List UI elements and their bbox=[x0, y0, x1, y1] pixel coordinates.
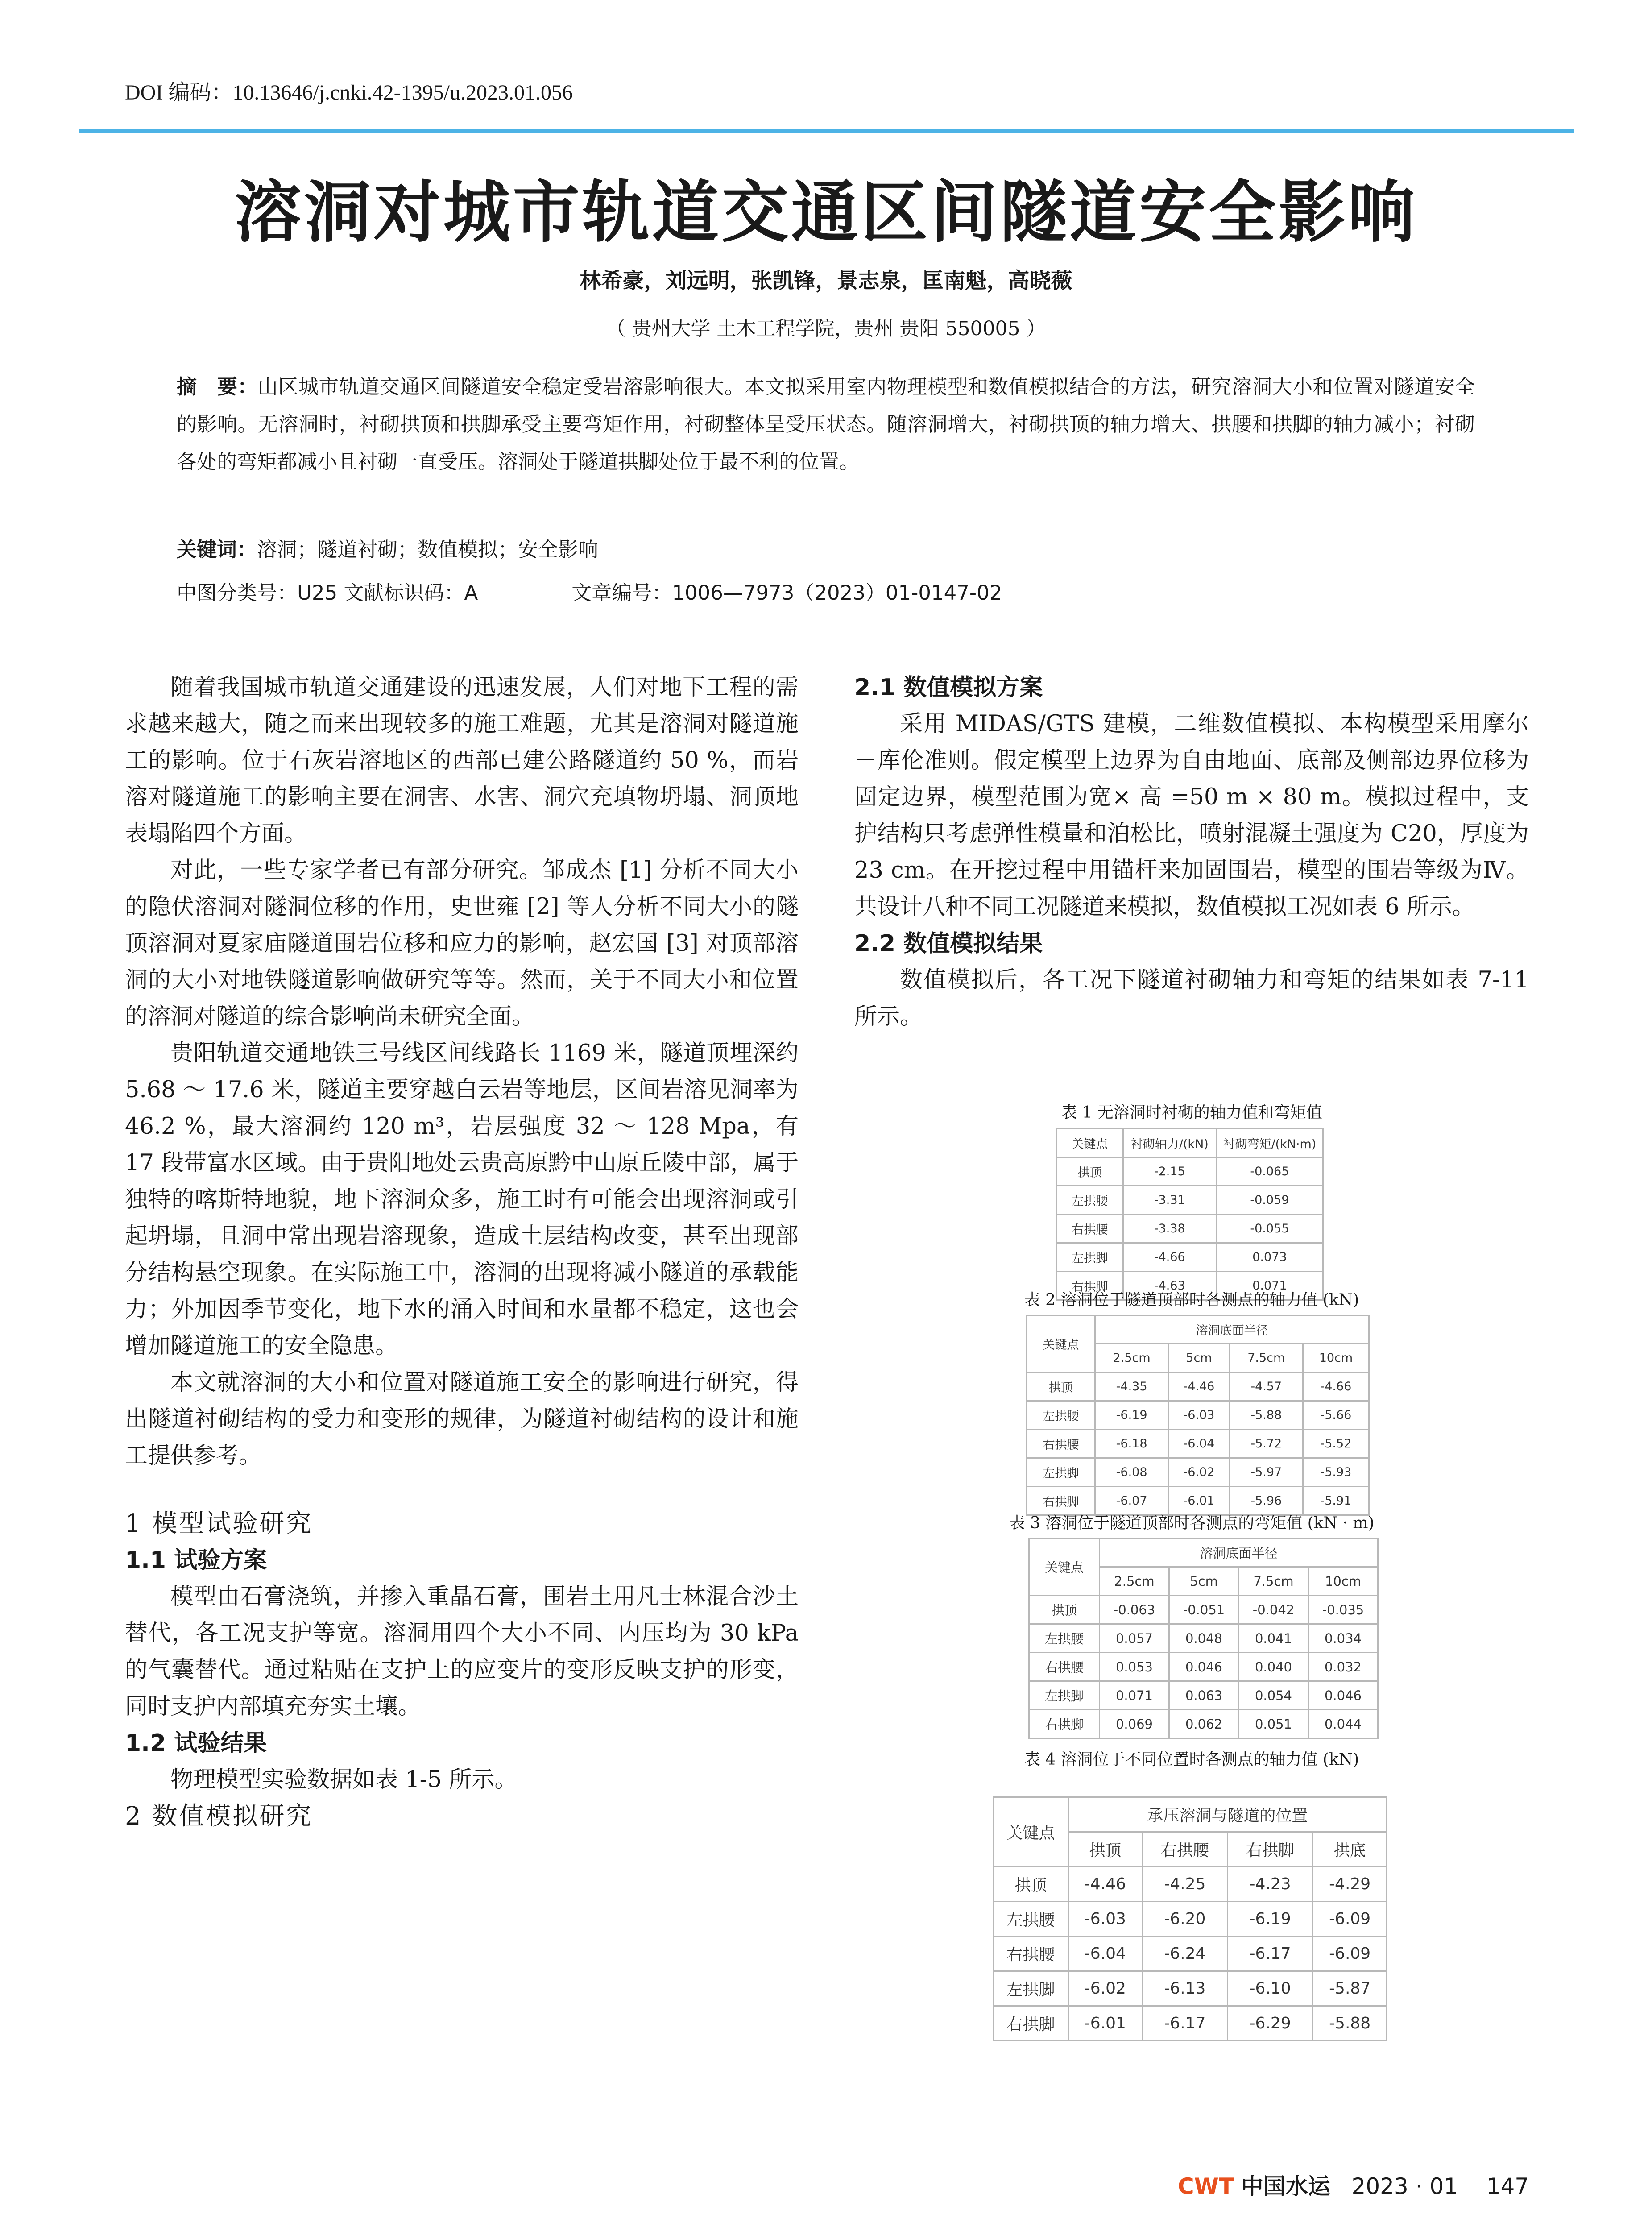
table-row bbox=[1057, 1243, 1323, 1272]
table-cell: -0.065 bbox=[1216, 1157, 1323, 1186]
header-rule bbox=[79, 129, 1574, 133]
row-label-cell: 右拱脚 bbox=[994, 2006, 1068, 2041]
table-cell: 0.041 bbox=[1239, 1624, 1308, 1653]
clc-code: 中图分类号：U25 文献标识码：A bbox=[177, 581, 478, 605]
table-2-key-header: 关键点 bbox=[1027, 1315, 1095, 1373]
journal-name: 中国水运 bbox=[1241, 2173, 1330, 2199]
subsection-heading-2-1: 2.1 数值模拟方案 bbox=[854, 674, 1043, 701]
table-cell: 0.051 bbox=[1239, 1710, 1308, 1738]
table-4-col-header: 拱顶 bbox=[1068, 1832, 1143, 1867]
table-row bbox=[1027, 1401, 1369, 1430]
table-row bbox=[1057, 1215, 1323, 1243]
table-cell: -5.87 bbox=[1313, 1971, 1387, 2006]
intro-paragraph-4: 本文就溶洞的大小和位置对隧道施工安全的影响进行研究，得出隧道衬砌结构的受力和变形的规律，为隧道衬砌结构的设计和施工提供参考。 bbox=[125, 1369, 799, 1469]
table-cell: -6.17 bbox=[1227, 1937, 1312, 1971]
keywords bbox=[177, 533, 598, 562]
cwt-logo: CWT bbox=[1178, 2173, 1234, 2199]
table-row bbox=[1029, 1624, 1378, 1653]
table-cell: -4.46 bbox=[1168, 1373, 1230, 1401]
table-row bbox=[1029, 1681, 1378, 1710]
simulation-result-paragraph: 数值模拟后，各工况下隧道衬砌轴力和弯矩的结果如表 7-11 所示。 bbox=[854, 967, 1529, 1030]
table-cell: -4.23 bbox=[1227, 1867, 1312, 1902]
row-label-cell: 左拱脚 bbox=[1027, 1458, 1095, 1487]
table-cell: -4.46 bbox=[1068, 1867, 1143, 1902]
table-cell: 0.032 bbox=[1308, 1653, 1378, 1681]
table-2 bbox=[1026, 1315, 1370, 1516]
doi-line: DOI 编码：10.13646/j.cnki.42-1395/u.2023.01.056 bbox=[125, 81, 573, 104]
table-cell: -6.09 bbox=[1313, 1937, 1387, 1971]
table-row bbox=[1029, 1596, 1378, 1624]
table-cell: 0.040 bbox=[1239, 1653, 1308, 1681]
table-2-col-header: 10cm bbox=[1303, 1344, 1369, 1373]
row-label-cell: 左拱脚 bbox=[994, 1971, 1068, 2006]
table-cell: -0.055 bbox=[1216, 1215, 1323, 1243]
table-cell: -5.96 bbox=[1230, 1487, 1303, 1515]
table-3-group-header: 溶洞底面半径 bbox=[1100, 1538, 1378, 1567]
table-4-caption: 表 4 溶洞位于不同位置时各测点的轴力值 (kN) bbox=[1024, 1750, 1359, 1769]
issue-number: 2023 · 01 bbox=[1351, 2173, 1458, 2199]
table-cell: 0.048 bbox=[1169, 1624, 1239, 1653]
table-row bbox=[1057, 1157, 1323, 1186]
table-cell: 0.044 bbox=[1308, 1710, 1378, 1738]
table-3 bbox=[1028, 1538, 1379, 1739]
table-row bbox=[1027, 1430, 1369, 1458]
intro-paragraph-1: 随着我国城市轨道交通建设的迅速发展，人们对地下工程的需求越来越大，随之而来出现较多的施工难题，尤其是溶洞对隧道施工的影响。位于石灰岩溶地区的西部已建公路隧道约 50 %，而岩溶对隧道施工的影响主要在洞害、水害、洞穴充填物坍塌、洞顶地表塌陷四个方面。 bbox=[125, 674, 799, 847]
table-cell: 0.034 bbox=[1308, 1624, 1378, 1653]
row-label-cell: 右拱腰 bbox=[1027, 1430, 1095, 1458]
table-cell: -6.24 bbox=[1142, 1937, 1227, 1971]
subsection-heading-2-2: 2.2 数值模拟结果 bbox=[854, 930, 1043, 957]
classification-line bbox=[177, 576, 1002, 605]
table-cell: -6.02 bbox=[1068, 1971, 1143, 2006]
table-cell: -5.88 bbox=[1230, 1401, 1303, 1430]
table-1-caption: 表 1 无溶洞时衬砌的轴力值和弯矩值 bbox=[1061, 1103, 1322, 1122]
row-label-cell: 左拱腰 bbox=[1057, 1186, 1123, 1215]
table-cell: -3.38 bbox=[1123, 1215, 1216, 1243]
table-cell: -4.66 bbox=[1123, 1243, 1216, 1272]
table-row bbox=[994, 1971, 1387, 2006]
table-row bbox=[1057, 1186, 1323, 1215]
table-cell: -6.19 bbox=[1095, 1401, 1168, 1430]
table-cell: -4.66 bbox=[1303, 1373, 1369, 1401]
table-row bbox=[994, 1902, 1387, 1937]
row-label-cell: 左拱腰 bbox=[1029, 1624, 1100, 1653]
abstract-text: 山区城市轨道交通区间隧道安全稳定受岩溶影响很大。本文拟采用室内物理模型和数值模拟结合的方法，研究溶洞大小和位置对隧道安全的影响。无溶洞时，衬砌拱顶和拱脚承受主要弯矩作用，衬砌整体呈受压状态。随溶洞增大，衬砌拱顶的轴力增大、拱腰和拱脚的轴力减小；衬砌各处的弯矩都减小且衬砌一直受压。溶洞处于隧道拱脚处位于最不利的位置。 bbox=[177, 375, 1475, 473]
author-list: 林希豪，刘远明，张凯锋，景志泉，匡南魁，高晓薇 bbox=[580, 268, 1072, 293]
table-cell: -6.10 bbox=[1227, 1971, 1312, 2006]
table-cell: 0.046 bbox=[1308, 1681, 1378, 1710]
table-row bbox=[1029, 1710, 1378, 1738]
abstract bbox=[177, 368, 1475, 481]
section-heading-1: 1 模型试验研究 bbox=[125, 1509, 313, 1538]
table-1-header: 衬砌轴力/(kN) bbox=[1123, 1129, 1216, 1157]
table-row bbox=[994, 2006, 1387, 2041]
table-cell: -5.66 bbox=[1303, 1401, 1369, 1430]
row-label-cell: 拱顶 bbox=[994, 1867, 1068, 1902]
table-cell: -2.15 bbox=[1123, 1157, 1216, 1186]
row-label-cell: 左拱腰 bbox=[1027, 1401, 1095, 1430]
table-row bbox=[994, 1937, 1387, 1971]
row-label-cell: 左拱脚 bbox=[1029, 1681, 1100, 1710]
row-label-cell: 右拱脚 bbox=[1057, 1272, 1123, 1300]
table-2-col-header: 5cm bbox=[1168, 1344, 1230, 1373]
table-1-block bbox=[854, 1100, 1529, 1301]
table-cell: -0.059 bbox=[1216, 1186, 1323, 1215]
table-cell: -6.13 bbox=[1142, 1971, 1227, 2006]
table-3-key-header: 关键点 bbox=[1029, 1538, 1100, 1596]
table-cell: -0.063 bbox=[1100, 1596, 1169, 1624]
table-4-col-header: 右拱脚 bbox=[1227, 1832, 1312, 1867]
table-cell: -6.18 bbox=[1095, 1430, 1168, 1458]
subsection-heading-1-2: 1.2 试验结果 bbox=[125, 1730, 267, 1757]
page-number: 147 bbox=[1486, 2173, 1529, 2199]
table-4-group-header: 承压溶洞与隧道的位置 bbox=[1068, 1797, 1387, 1832]
table-cell: -4.63 bbox=[1123, 1272, 1216, 1300]
table-cell: -6.02 bbox=[1168, 1458, 1230, 1487]
table-cell: -6.07 bbox=[1095, 1487, 1168, 1515]
table-1-header: 衬砌弯矩/(kN·m) bbox=[1216, 1129, 1323, 1157]
article-number: 文章编号：1006—7973（2023）01-0147-02 bbox=[571, 581, 1002, 605]
table-cell: 0.063 bbox=[1169, 1681, 1239, 1710]
table-2-group-header: 溶洞底面半径 bbox=[1095, 1315, 1369, 1344]
table-3-col-header: 5cm bbox=[1169, 1567, 1239, 1596]
table-4 bbox=[993, 1796, 1387, 2041]
table-cell: -6.17 bbox=[1142, 2006, 1227, 2041]
table-1-header: 关键点 bbox=[1057, 1129, 1123, 1157]
intro-paragraph-2: 对此，一些专家学者已有部分研究。邹成杰 [1] 分析不同大小的隐伏溶洞对隧洞位移的作用，史世雍 [2] 等人分析不同大小的隧顶溶洞对夏家庙隧道围岩位移和应力的影响，赵宏国 [3] 对顶部溶洞的大小对地铁隧道影响做研究等等。然而，关于不同大小和位置的溶洞对隧道的综合影响尚未研究全面。 bbox=[125, 857, 799, 1030]
table-cell: -0.051 bbox=[1169, 1596, 1239, 1624]
table-row bbox=[1027, 1458, 1369, 1487]
table-cell: 0.062 bbox=[1169, 1710, 1239, 1738]
table-cell: 0.046 bbox=[1169, 1653, 1239, 1681]
abstract-label: 摘 要： bbox=[177, 375, 258, 398]
table-cell: -6.09 bbox=[1313, 1902, 1387, 1937]
table-row bbox=[1027, 1373, 1369, 1401]
table-cell: 0.057 bbox=[1100, 1624, 1169, 1653]
table-cell: -6.03 bbox=[1168, 1401, 1230, 1430]
table-cell: -4.25 bbox=[1142, 1867, 1227, 1902]
row-label-cell: 拱顶 bbox=[1027, 1373, 1095, 1401]
table-cell: 0.071 bbox=[1100, 1681, 1169, 1710]
table-2-caption: 表 2 溶洞位于隧道顶部时各测点的轴力值 (kN) bbox=[1024, 1291, 1359, 1309]
left-column bbox=[125, 669, 799, 1835]
table-3-col-header: 7.5cm bbox=[1239, 1567, 1308, 1596]
table-cell: -3.31 bbox=[1123, 1186, 1216, 1215]
table-row bbox=[1029, 1653, 1378, 1681]
table-3-block bbox=[854, 1510, 1529, 1739]
table-cell: 0.053 bbox=[1100, 1653, 1169, 1681]
table-cell: -5.97 bbox=[1230, 1458, 1303, 1487]
table-cell: -6.19 bbox=[1227, 1902, 1312, 1937]
subsection-heading-1-1: 1.1 试验方案 bbox=[125, 1547, 267, 1574]
table-3-col-header: 10cm bbox=[1308, 1567, 1378, 1596]
section-heading-2: 2 数值模拟研究 bbox=[125, 1802, 313, 1831]
affiliation: （ 贵州大学 土木工程学院，贵州 贵阳 550005 ） bbox=[606, 317, 1046, 340]
table-row bbox=[994, 1867, 1387, 1902]
table-cell: -0.042 bbox=[1239, 1596, 1308, 1624]
table-cell: -0.035 bbox=[1308, 1596, 1378, 1624]
table-4-col-header: 拱底 bbox=[1313, 1832, 1387, 1867]
table-cell: -5.52 bbox=[1303, 1430, 1369, 1458]
row-label-cell: 拱顶 bbox=[1029, 1596, 1100, 1624]
keywords-text: 溶洞；隧道衬砌；数值模拟；安全影响 bbox=[257, 538, 599, 561]
table-1 bbox=[1056, 1128, 1324, 1301]
right-column bbox=[854, 669, 1529, 1035]
table-4-col-header: 右拱腰 bbox=[1142, 1832, 1227, 1867]
table-cell: -6.03 bbox=[1068, 1902, 1143, 1937]
table-cell: -5.93 bbox=[1303, 1458, 1369, 1487]
table-cell: -6.20 bbox=[1142, 1902, 1227, 1937]
row-label-cell: 右拱腰 bbox=[994, 1937, 1068, 1971]
page-footer bbox=[1178, 2169, 1529, 2201]
table-cell: -6.08 bbox=[1095, 1458, 1168, 1487]
table-2-col-header: 2.5cm bbox=[1095, 1344, 1168, 1373]
row-label-cell: 左拱脚 bbox=[1057, 1243, 1123, 1272]
row-label-cell: 右拱腰 bbox=[1029, 1653, 1100, 1681]
simulation-paragraph: 采用 MIDAS/GTS 建模，二维数值模拟、本构模型采用摩尔－库伦准则。假定模型上边界为自由地面、底部及侧部边界位移为固定边界，模型范围为宽× 高 =50 m × 80 m。模拟过程中，支护结构只考虑弹性模量和泊松比，喷射混凝土强度为 C20，厚度为 23 cm。在开挖过程中用锚杆来加固围岩，模型的围岩等级为Ⅳ。共设计八种不同工况隧道来模拟，数值模拟工况如表 6 所示。 bbox=[854, 711, 1529, 920]
table-cell: -6.04 bbox=[1068, 1937, 1143, 1971]
intro-paragraph-3: 贵阳轨道交通地铁三号线区间线路长 1169 米，隧道顶埋深约 5.68 ～ 17.6 米，隧道主要穿越白云岩等地层，区间岩溶见洞率为 46.2 %，最大溶洞约 120 m³，岩层强度 32 ～ 128 Mpa，有 17 段带富水区域。由于贵阳地处云贵高原黔中山原丘陵中部，属于独特的喀斯特地貌，地下溶洞众多，施工时有可能会出现溶洞或引起坍塌，且洞中常出现岩溶现象，造成土层结构改变，甚至出现部分结构悬空现象。在实际施工中，溶洞的出现将减小隧道的承载能力；外加因季节变化，地下水的涌入时间和水量都不稳定，这也会增加隧道施工的安全隐患。 bbox=[125, 1040, 799, 1359]
table-cell: -4.35 bbox=[1095, 1373, 1168, 1401]
row-label-cell: 右拱脚 bbox=[1027, 1487, 1095, 1515]
table-cell: -4.29 bbox=[1313, 1867, 1387, 1902]
table-cell: 0.073 bbox=[1216, 1243, 1323, 1272]
row-label-cell: 拱顶 bbox=[1057, 1157, 1123, 1186]
result-paragraph: 物理模型实验数据如表 1-5 所示。 bbox=[170, 1767, 518, 1793]
table-cell: -6.29 bbox=[1227, 2006, 1312, 2041]
table-cell: 0.054 bbox=[1239, 1681, 1308, 1710]
table-cell: -4.57 bbox=[1230, 1373, 1303, 1401]
table-cell: 0.069 bbox=[1100, 1710, 1169, 1738]
table-cell: -5.72 bbox=[1230, 1430, 1303, 1458]
table-cell: -6.04 bbox=[1168, 1430, 1230, 1458]
table-4-key-header: 关键点 bbox=[994, 1797, 1068, 1867]
table-cell: 0.071 bbox=[1216, 1272, 1323, 1300]
table-3-caption: 表 3 溶洞位于隧道顶部时各测点的弯矩值 (kN · m) bbox=[1009, 1514, 1375, 1532]
table-cell: -5.91 bbox=[1303, 1487, 1369, 1515]
table-4-block bbox=[854, 1747, 1529, 2041]
table-2-block bbox=[854, 1287, 1529, 1516]
table-cell: -5.88 bbox=[1313, 2006, 1387, 2041]
row-label-cell: 右拱腰 bbox=[1057, 1215, 1123, 1243]
keywords-label: 关键词： bbox=[177, 538, 257, 561]
row-label-cell: 右拱脚 bbox=[1029, 1710, 1100, 1738]
table-2-col-header: 7.5cm bbox=[1230, 1344, 1303, 1373]
table-3-col-header: 2.5cm bbox=[1100, 1567, 1169, 1596]
table-cell: -6.01 bbox=[1068, 2006, 1143, 2041]
paper-title: 溶洞对城市轨道交通区间隧道安全影响 bbox=[234, 173, 1418, 252]
method-paragraph: 模型由石膏浇筑，并掺入重晶石膏，围岩土用凡士林混合沙土替代，各工况支护等宽。溶洞用四个大小不同、内压均为 30 kPa 的气囊替代。通过粘贴在支护上的应变片的变形反映支护的形变，同时支护内部填充夯实土壤。 bbox=[125, 1584, 799, 1720]
row-label-cell: 左拱腰 bbox=[994, 1902, 1068, 1937]
table-cell: -6.01 bbox=[1168, 1487, 1230, 1515]
